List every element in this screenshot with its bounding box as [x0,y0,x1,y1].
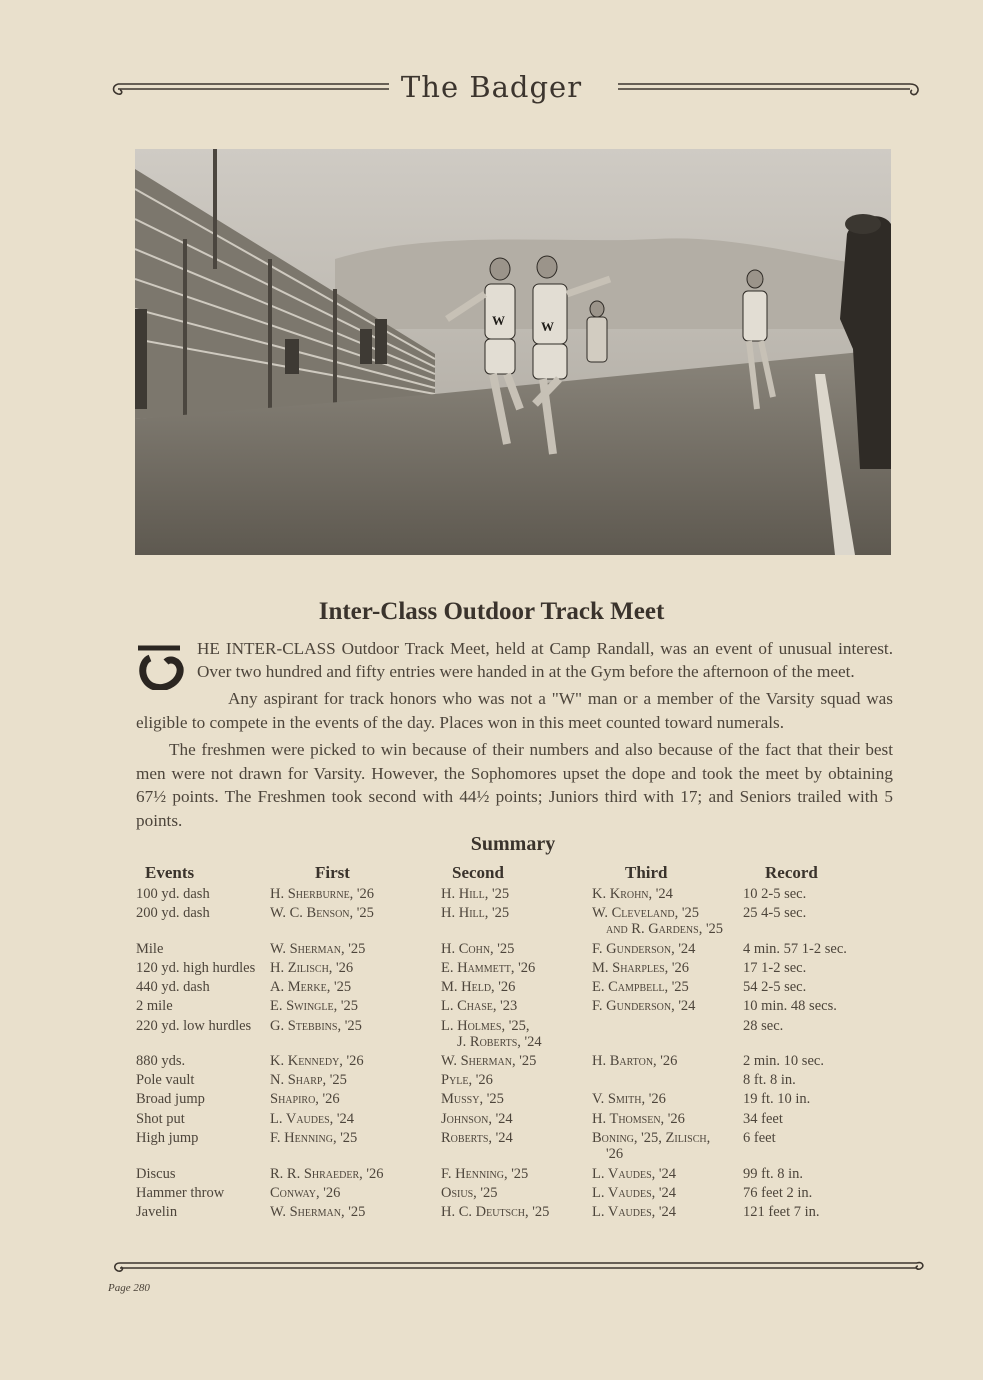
table-cell-third: H. Barton, '26 [592,1053,678,1069]
table-cell-events: Shot put [136,1111,185,1127]
table-cell-events: Hammer throw [136,1185,225,1201]
table-cell-third: K. Krohn, '24 [592,886,673,902]
table-cell-second: F. Henning, '25 [441,1166,529,1182]
table-cell-events: 880 yds. [136,1053,186,1069]
table-cell-second: L. Holmes, '25, [441,1018,530,1034]
table-cell-second: Pyle, '26 [441,1072,493,1088]
table-cell-second: Johnson, '24 [441,1111,513,1127]
table-cell-third: H. Thomsen, '26 [592,1111,685,1127]
table-cell-second: W. Sherman, '25 [441,1053,537,1069]
track-race-photo [135,149,891,555]
table-cell-third: E. Campbell, '25 [592,979,689,995]
table-cell-second: H. Hill, '25 [441,886,510,902]
article-paragraph-2: Any aspirant for track honors who was not a "W" man or a member of the Varsity squad was eligible to compete in the events of the day. Places won in this meet counted toward numerals. [136,689,893,732]
table-cell-record: 99 ft. 8 in. [743,1166,804,1182]
table-cell-events: 200 yd. dash [136,905,210,921]
table-cell-third: L. Vaudes, '24 [592,1185,677,1201]
article-title: Inter-Class Outdoor Track Meet [318,598,665,625]
table-cell-events: Broad jump [136,1091,205,1107]
table-cell-third: F. Gunderson, '24 [592,998,696,1014]
table-cell-events: 120 yd. high hurdles [136,960,256,976]
table-cell-second: H. Hill, '25 [441,905,510,921]
table-cell-second: Roberts, '24 [441,1130,513,1146]
table-cell-events: 220 yd. low hurdles [136,1018,252,1034]
table-cell-events: 440 yd. dash [136,979,210,995]
table-cell-second: J. Roberts, '24 [457,1034,542,1050]
table-cell-third: V. Smith, '26 [592,1091,666,1107]
table-cell-events: Discus [136,1166,176,1182]
table-cell-first: L. Vaudes, '24 [270,1111,355,1127]
table-cell-first: W. Sherman, '25 [270,1204,366,1220]
table-cell-second: L. Chase, '23 [441,998,518,1014]
table-cell-second: Mussy, '25 [441,1091,504,1107]
table-cell-record: 25 4-5 sec. [743,905,807,921]
svg-text:W: W [541,319,554,334]
running-header: The Badger [0,70,983,104]
table-cell-second: H. Cohn, '25 [441,941,515,957]
article-paragraph-1-line-2: Over two hundred and fifty entries were handed in at the Gym before the afternoon of the meet. [197,662,855,681]
table-cell-first: Shapiro, '26 [270,1091,340,1107]
table-cell-events: Pole vault [136,1072,195,1088]
table-cell-events: Javelin [136,1204,178,1220]
table-cell-record: 6 feet [743,1130,776,1146]
column-header-first: First [315,863,350,882]
table-cell-third: Boning, '25, Zilisch, [592,1130,711,1146]
table-cell-record: 8 ft. 8 in. [743,1072,796,1088]
table-cell-record: 10 2-5 sec. [743,886,807,902]
table-cell-record: 121 feet 7 in. [743,1204,820,1220]
column-header-record: Record [765,863,818,882]
table-cell-first: R. R. Shraeder, '26 [270,1166,384,1182]
table-cell-third: and R. Gardens, '25 [606,921,724,937]
page-number: Page 280 [108,1282,150,1294]
table-cell-first: A. Merke, '25 [270,979,352,995]
article-paragraph-3: The freshmen were picked to win because of their numbers and also because of the fact that their best men were not drawn for Varsity. However, the Sophomores upset the dope and took the meet by obtaining 67½ points. The Freshmen took second with 44½ points; Juniors third with 17; and Seniors trailed with 5 points. [136,740,893,830]
table-cell-record: 10 min. 48 secs. [743,998,837,1014]
dropcap-ornament [136,640,188,690]
table-cell-third: L. Vaudes, '24 [592,1166,677,1182]
column-header-third: Third [625,863,668,882]
table-cell-second: E. Hammett, '26 [441,960,536,976]
column-header-second: Second [452,863,504,882]
table-cell-first: E. Swingle, '25 [270,998,358,1014]
table-cell-record: 76 feet 2 in. [743,1185,813,1201]
table-cell-record: 2 min. 10 sec. [743,1053,824,1069]
table-cell-record: 34 feet [743,1111,783,1127]
table-cell-record: 4 min. 57 1-2 sec. [743,941,847,957]
table-cell-third: F. Gunderson, '24 [592,941,696,957]
table-cell-second: M. Held, '26 [441,979,516,995]
table-cell-first: F. Henning, '25 [270,1130,358,1146]
table-cell-second: H. C. Deutsch, '25 [441,1204,550,1220]
table-cell-events: 2 mile [136,998,173,1014]
table-cell-first: K. Kennedy, '26 [270,1053,364,1069]
table-cell-first: Conway, '26 [270,1185,341,1201]
table-cell-third: '26 [606,1146,624,1162]
table-cell-third: W. Cleveland, '25 [592,905,699,921]
table-cell-third: L. Vaudes, '24 [592,1204,677,1220]
svg-text:W: W [492,313,505,328]
table-cell-first: W. Sherman, '25 [270,941,366,957]
article-paragraph-1-line-1: HE INTER-CLASS Outdoor Track Meet, held at Camp Randall, was an event of unusual interest. [197,639,893,658]
column-header-events: Events [145,863,195,882]
table-cell-record: 54 2-5 sec. [743,979,807,995]
table-cell-record: 19 ft. 10 in. [743,1091,811,1107]
table-cell-events: Mile [136,941,164,957]
table-cell-first: H. Sherburne, '26 [270,886,375,902]
table-cell-events: High jump [136,1130,199,1146]
table-cell-third: M. Sharples, '26 [592,960,690,976]
table-cell-first: H. Zilisch, '26 [270,960,354,976]
table-cell-first: N. Sharp, '25 [270,1072,347,1088]
table-cell-first: G. Stebbins, '25 [270,1018,362,1034]
table-cell-first: W. C. Benson, '25 [270,905,374,921]
table-cell-second: Osius, '25 [441,1185,498,1201]
table-cell-events: 100 yd. dash [136,886,210,902]
summary-title: Summary [470,833,556,855]
table-cell-record: 28 sec. [743,1018,784,1034]
table-cell-record: 17 1-2 sec. [743,960,807,976]
footer-ornament-rule [112,1257,924,1275]
